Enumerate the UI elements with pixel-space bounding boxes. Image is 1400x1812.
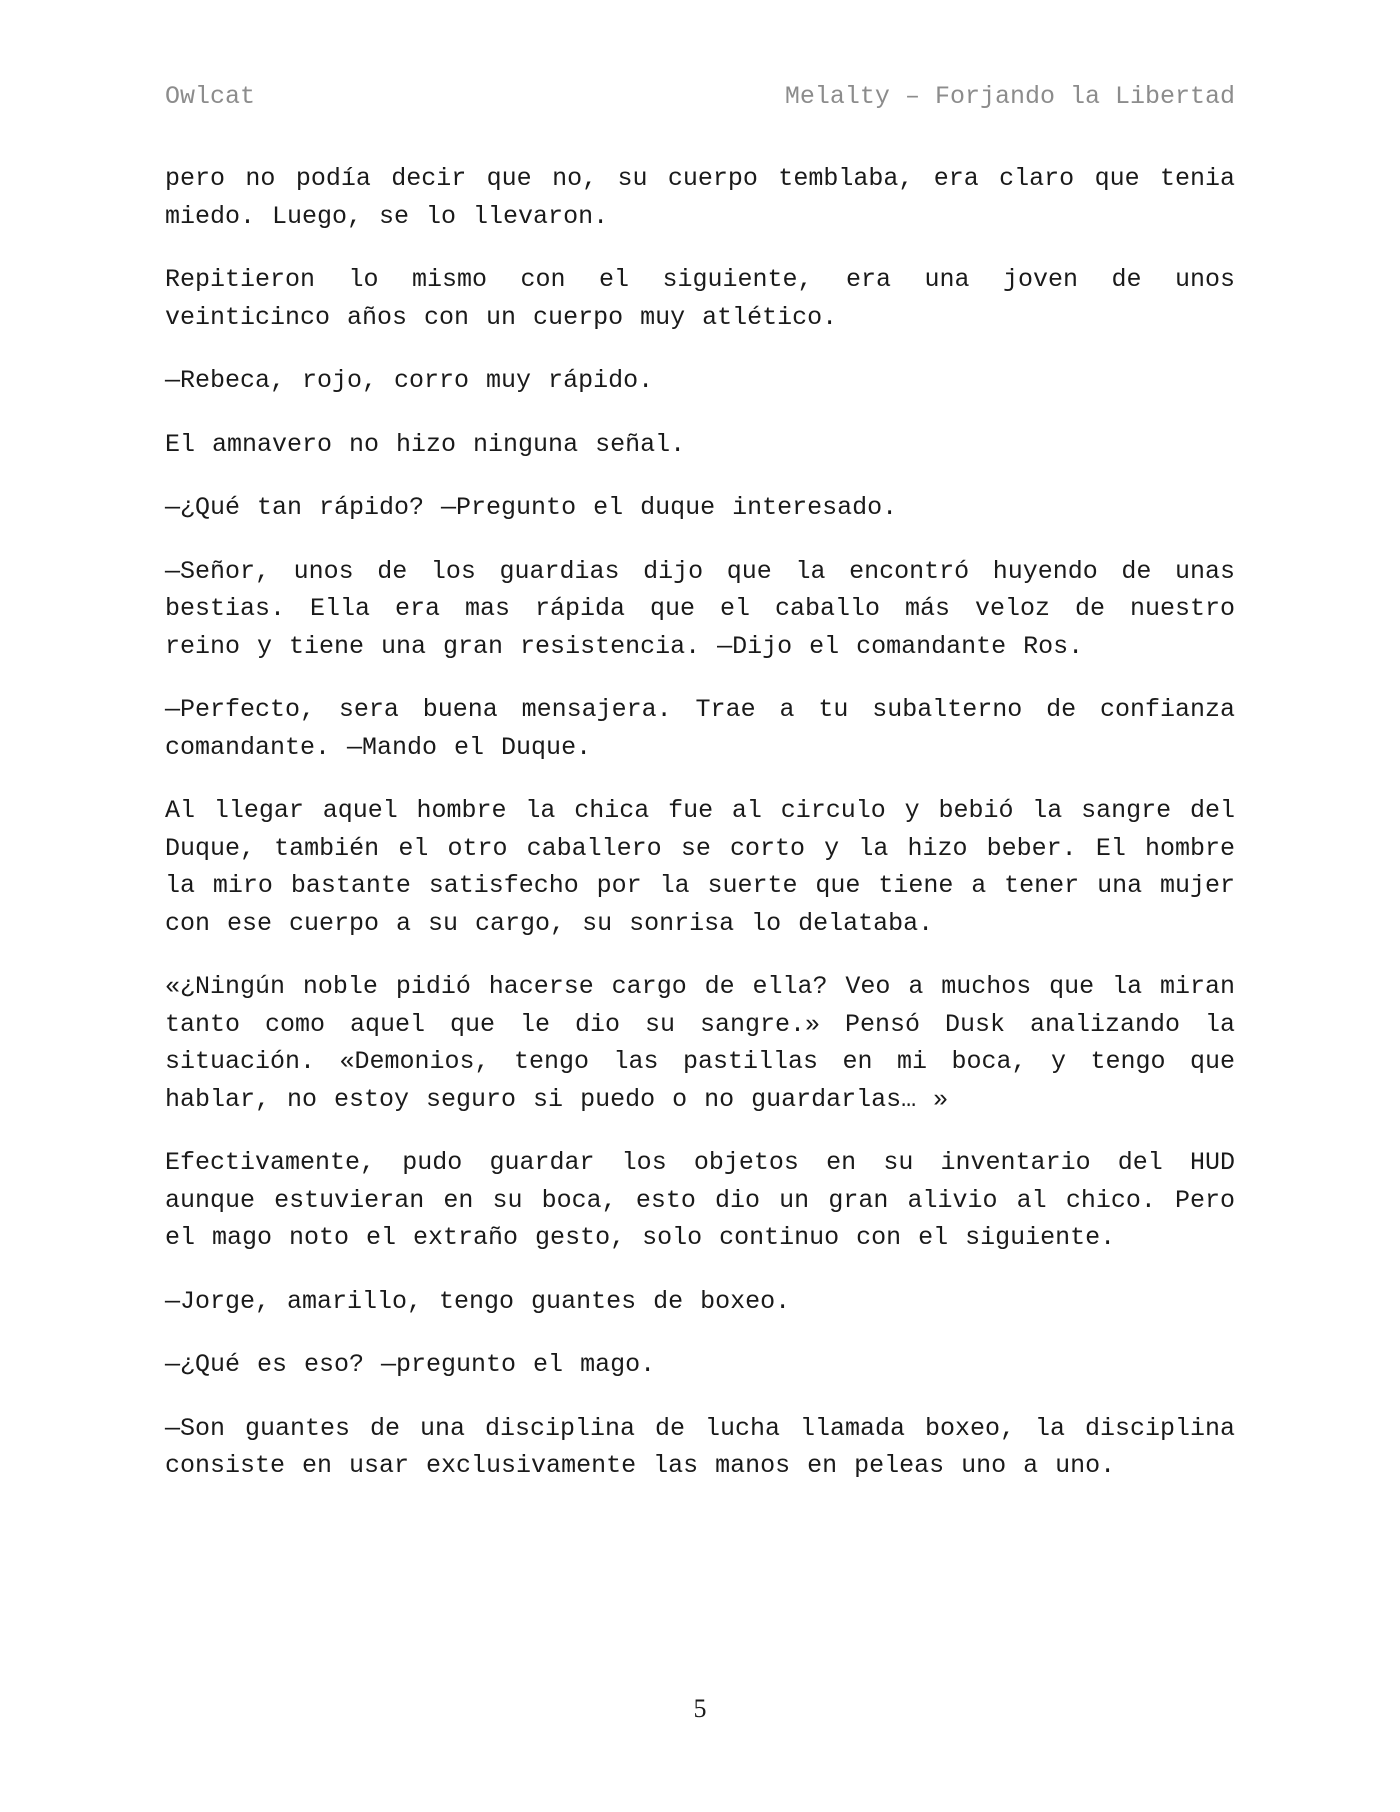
paragraph: —¿Qué es eso? —pregunto el mago. — [165, 1350, 656, 1379]
paragraph: Repitieron lo mismo con el siguiente, era una joven de unos veinticinco años con un cuerpo muy atlético. — [165, 265, 1235, 332]
paragraph: —¿Qué tan rápido? —Pregunto el duque interesado. — [165, 493, 898, 522]
page-header — [165, 82, 1235, 116]
body-text — [165, 160, 1235, 1511]
paragraph: El amnavero no hizo ninguna señal. — [165, 429, 686, 459]
header-title: Melalty – Forjando la Libertad — [784, 82, 1235, 111]
paragraph: —Señor, unos de los guardias dijo que la encontró huyendo de unas bestias. Ella era mas rápida que el caballo más veloz de nuestro reino y tiene una gran resistencia. —Dijo el comandante Ros. — [165, 556, 1235, 661]
paragraph: Efectivamente, pudo guardar los objetos en su inventario del HUD aunque estuvieran en su boca, esto dio un gran alivio al chico. Pero el mago noto el extraño gesto, solo continuo con el siguiente. — [165, 1148, 1235, 1252]
paragraph: «¿Ningún noble pidió hacerse cargo de ella? Veo a muchos que la miran tanto como aquel que le dio su sangre.» Pensó Dusk analizando la situación. «Demonios, tengo las pastillas en mi boca, y tengo que hablar, no estoy seguro si puedo o no guardarlas… » — [165, 972, 1235, 1114]
paragraph: —Jorge, amarillo, tengo guantes de boxeo. — [165, 1286, 791, 1316]
paragraph: Al llegar aquel hombre la chica fue al circulo y bebió la sangre del Duque, también el otro caballero se corto y la hizo beber. El hombre la miro bastante satisfecho por la suerte que tiene a tener una mujer con ese cuerpo a su cargo, su sonrisa lo delataba. — [165, 796, 1235, 938]
paragraph: —Perfecto, sera buena mensajera. Trae a tu subalterno de confianza comandante. —Mando el Duque. — [165, 695, 1235, 762]
paragraph: —Rebeca, rojo, corro muy rápido. — [165, 366, 654, 395]
paragraph: —Son guantes de una disciplina de lucha llamada boxeo, la disciplina consiste en usar exclusivamente las manos en peleas uno a uno. — [165, 1413, 1235, 1480]
header-author: Owlcat — [165, 82, 256, 111]
page-number: 5 — [693, 1694, 707, 1723]
paragraph: pero no podía decir que no, su cuerpo temblaba, era claro que tenia miedo. Luego, se lo llevaron. — [165, 164, 1235, 231]
